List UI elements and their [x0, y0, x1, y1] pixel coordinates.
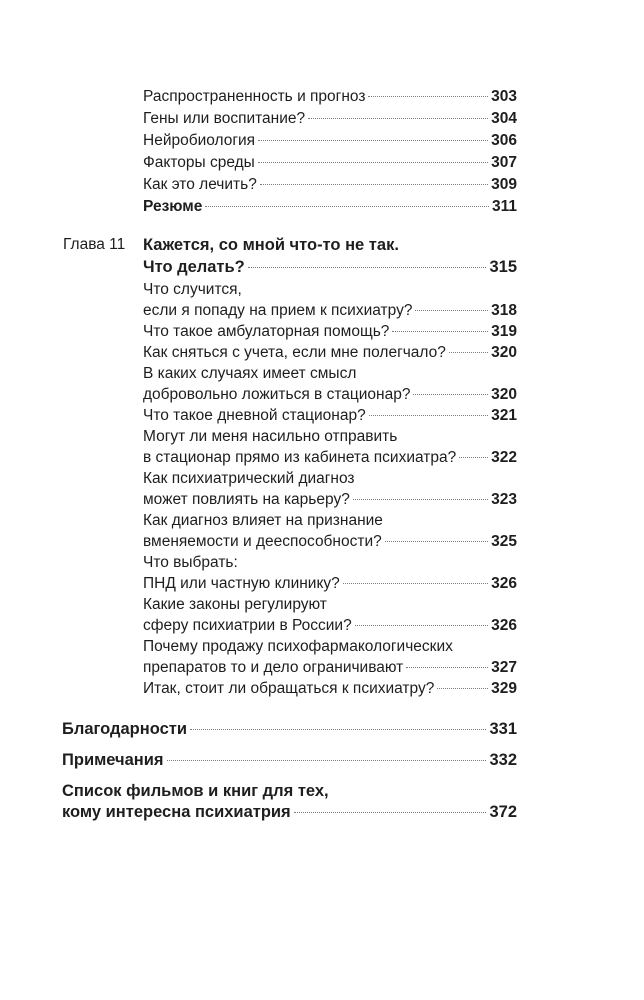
chapter-title-entry[interactable] [143, 257, 517, 277]
entry-page: 329 [491, 680, 517, 697]
entry-page: 321 [491, 407, 517, 424]
toc-entry[interactable] [143, 322, 517, 342]
toc-entry[interactable] [143, 658, 517, 678]
entry-title: препаратов то и дело ограничивают [143, 659, 404, 676]
toc-section-acknowledgements[interactable] [62, 719, 517, 739]
entry-page: 326 [491, 575, 517, 592]
entry-page: 325 [491, 533, 517, 550]
entry-page: 326 [491, 617, 517, 634]
dot-leader [449, 352, 488, 353]
dot-leader [368, 96, 488, 97]
toc-entry-summary[interactable] [143, 197, 517, 217]
entry-title-line1: Как психиатрический диагноз [143, 470, 355, 487]
toc-entry[interactable] [143, 448, 517, 468]
dot-leader [353, 499, 488, 500]
entry-title-line1: Какие законы регулируют [143, 596, 327, 613]
entry-page: 303 [491, 88, 517, 105]
toc-entry[interactable] [143, 175, 517, 195]
toc-entry[interactable] [143, 87, 517, 107]
entry-title-line1: Могут ли меня насильно отправить [143, 428, 398, 445]
toc-entry[interactable] [143, 343, 517, 363]
entry-title: сферу психиатрии в России? [143, 617, 352, 634]
entry-title: если я попаду на прием к психиатру? [143, 302, 413, 319]
entry-title: Как сняться с учета, если мне полегчало? [143, 344, 446, 361]
section-page: 331 [489, 720, 517, 738]
toc-entry[interactable] [143, 385, 517, 405]
entry-title: Гены или воспитание? [143, 110, 306, 127]
entry-page: 320 [491, 344, 517, 361]
dot-leader [385, 541, 488, 542]
dot-leader [406, 667, 488, 668]
entry-page: 311 [491, 198, 517, 215]
dot-leader [308, 118, 488, 119]
entry-page: 319 [491, 323, 517, 340]
toc-entry[interactable] [143, 109, 517, 129]
dot-leader [437, 688, 488, 689]
dot-leader [392, 331, 488, 332]
entry-page: 320 [491, 386, 517, 403]
entry-title: ПНД или частную клинику? [143, 575, 340, 592]
entry-title: может повлиять на карьеру? [143, 491, 350, 508]
section-title: Благодарности [62, 720, 187, 738]
entry-title-line1: В каких случаях имеет смысл [143, 365, 357, 382]
entry-page: 327 [491, 659, 517, 676]
entry-title: Резюме [143, 198, 203, 215]
section-title: кому интересна психиатрия [62, 803, 291, 821]
dot-leader [260, 184, 488, 185]
dot-leader [343, 583, 488, 584]
toc-entry[interactable] [143, 616, 517, 636]
dot-leader [248, 267, 487, 268]
toc-entry[interactable] [143, 679, 517, 699]
entry-title: Факторы среды [143, 154, 255, 171]
dot-leader [413, 394, 488, 395]
entry-page: 322 [491, 449, 517, 466]
dot-leader [258, 140, 488, 141]
entry-page: 323 [491, 491, 517, 508]
entry-title-line1: Что выбрать: [143, 554, 238, 571]
dot-leader [294, 812, 487, 813]
dot-leader [258, 162, 488, 163]
dot-leader [355, 625, 488, 626]
entry-page: 309 [491, 176, 517, 193]
chapter-title-line1: Кажется, со мной что-то не так. [143, 236, 399, 254]
entry-title: Нейробиология [143, 132, 256, 149]
entry-title: добровольно ложиться в стационар? [143, 386, 411, 403]
toc-entry[interactable] [143, 131, 517, 151]
toc-entry[interactable] [143, 301, 517, 321]
entry-title: Итак, стоит ли обращаться к психиатру? [143, 680, 435, 697]
entry-title: в стационар прямо из кабинета психиатра? [143, 449, 457, 466]
toc-entry[interactable] [143, 153, 517, 173]
toc-entry[interactable] [143, 490, 517, 510]
entry-title: Как это лечить? [143, 176, 257, 193]
dot-leader [415, 310, 488, 311]
entry-page: 318 [491, 302, 517, 319]
dot-leader [205, 206, 489, 207]
toc-section-films-books[interactable] [62, 802, 517, 822]
toc-entry[interactable] [143, 574, 517, 594]
entry-page: 307 [491, 154, 517, 171]
entry-title-line1: Как диагноз влияет на признание [143, 512, 383, 529]
dot-leader [190, 729, 486, 730]
section-title: Примечания [62, 751, 164, 769]
section-title-line1: Список фильмов и книг для тех, [62, 782, 329, 800]
entry-page: 306 [491, 132, 517, 149]
dot-leader [459, 457, 488, 458]
dot-leader [369, 415, 488, 416]
chapter-page: 315 [489, 258, 517, 276]
toc-entry[interactable] [143, 406, 517, 426]
entry-title: Что такое амбулаторная помощь? [143, 323, 390, 340]
chapter-label: Глава 11 [63, 236, 126, 253]
section-page: 332 [489, 751, 517, 769]
section-page: 372 [489, 803, 517, 821]
entry-title-line1: Что случится, [143, 281, 242, 298]
entry-title-line1: Почему продажу психофармакологических [143, 638, 453, 655]
toc-section-notes[interactable] [62, 750, 517, 770]
entry-title: Что такое дневной стационар? [143, 407, 366, 424]
entry-page: 304 [491, 110, 517, 127]
entry-title: вменяемости и дееспособности? [143, 533, 382, 550]
dot-leader [167, 760, 487, 761]
toc-entry[interactable] [143, 532, 517, 552]
chapter-title-line2: Что делать? [143, 258, 245, 276]
entry-title: Распространенность и прогноз [143, 88, 366, 105]
